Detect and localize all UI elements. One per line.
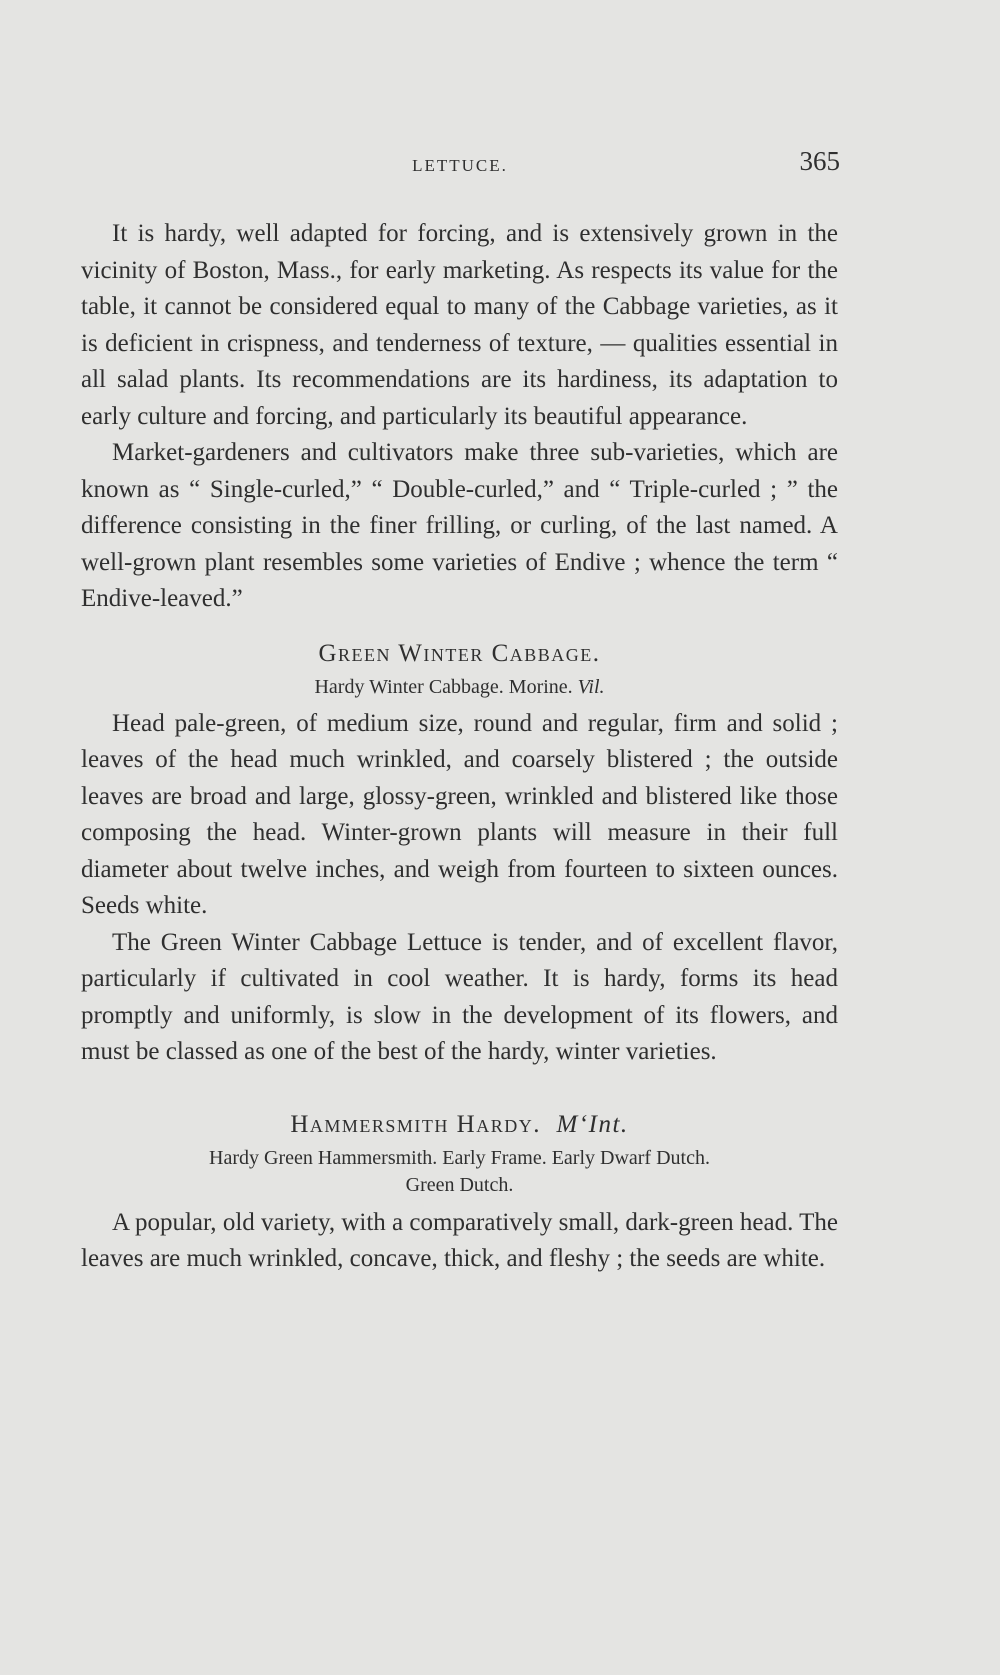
paragraph: Market-gardeners and cultivators make three sub-varieties, which are known as “ Single-curled,” “ Double-curled,” and “ Triple-curled ; ” the difference consisting in the finer frilling, or curling, of the last named. A well-grown plant resembles some varieties of Endive ; whence the term “ Endive-leaved.” [81,439,838,612]
synonyms [81,1145,838,1172]
synonyms [81,1172,838,1199]
section-authority: M‘Int. [556,1110,629,1138]
synonyms-text: Hardy Green Hammersmith. Early Frame. Early Dwarf Dutch. [209,1146,710,1169]
section-heading [81,1105,838,1145]
paragraph: A popular, old variety, with a comparatively small, dark-green head. The leaves are much wrinkled, concave, thick, and fleshy ; the seeds are white. [81,1208,838,1272]
running-title: LETTUCE. [412,156,508,175]
running-head [80,146,840,182]
section-heading [81,634,838,674]
synonyms-authority: Vil. [577,675,605,698]
paragraph: Head pale-green, of medium size, round and regular, firm and solid ; leaves of the head much wrinkled, and coarsely blistered ; the outside leaves are broad and large, glossy-green, wrinkled and blistered like those composing the head. Winter-grown plants will measure in their full diameter about twelve inches, and weigh from fourteen to sixteen ounces. Seeds white. [81,709,838,919]
synonyms-text: Green Dutch. [405,1173,514,1196]
synonyms-text: Hardy Winter Cabbage. Morine. [314,675,573,698]
body-text [81,216,838,1278]
section-title: Hammersmith Hardy. [290,1110,541,1138]
page-number: 365 [799,146,840,176]
paragraph: The Green Winter Cabbage Lettuce is tender, and of excellent flavor, particularly if cultivated in cool weather. It is hardy, forms its head promptly and uniformly, is slow in the development of its flowers, and must be classed as one of the best of the hardy, winter varieties. [81,928,838,1065]
section-title: Green Winter Cabbage. [318,639,601,667]
synonyms [81,674,838,701]
paragraph: It is hardy, well adapted for forcing, and is extensively grown in the vicinity of Boston, Mass., for early marketing. As respects its value for the table, it cannot be considered equal to many of the Cabbage varieties, as it is deficient in crispness, and tenderness of texture, — qualities essential in all salad plants. Its recommendations are its hardiness, its adaptation to early culture and forcing, and particularly its beautiful appearance. [81,220,838,430]
